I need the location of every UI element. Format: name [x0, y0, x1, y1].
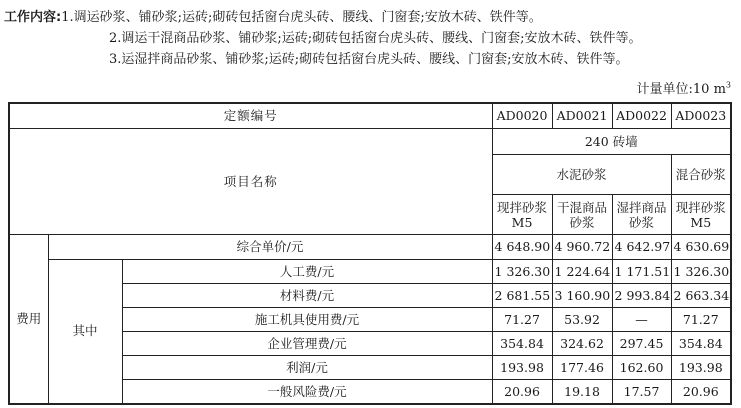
item-name-label: 项目名称	[9, 128, 492, 235]
column-header: 湿拌商品砂浆	[612, 195, 671, 235]
subgroup-cement: 水泥砂浆	[492, 154, 671, 194]
row-value: 3 160.90	[552, 283, 612, 307]
unit-label: 计量单位:10 m	[636, 82, 726, 97]
total-label: 综合单价/元	[48, 235, 492, 259]
total-row	[9, 235, 731, 259]
column-header: 现拌砂浆 M5	[671, 195, 731, 235]
code-cell: AD0022	[612, 103, 671, 128]
row-label: 人工费/元	[122, 259, 492, 283]
row-value: 1 171.51	[612, 259, 671, 283]
row-value: 324.62	[552, 331, 612, 355]
work-content-line-1	[4, 7, 739, 28]
quota-table	[8, 102, 732, 405]
code-cell: AD0020	[492, 103, 552, 128]
code-label: 定额编号	[9, 103, 492, 128]
table-row	[9, 259, 731, 283]
row-value: 354.84	[671, 331, 731, 355]
row-value: 177.46	[552, 356, 612, 380]
row-value: 1 326.30	[492, 259, 552, 283]
work-content-line-2: 2.调运干混商品砂浆、铺砂浆;运砖;砌砖包括窗台虎头砖、腰线、门窗套;安放木砖、铁件等。	[109, 31, 642, 46]
row-label: 材料费/元	[122, 283, 492, 307]
subgroup-mixed	[671, 154, 731, 194]
measurement-unit	[637, 78, 731, 97]
row-value: 1 224.64	[552, 259, 612, 283]
column-header: 干混商品砂浆	[552, 195, 612, 235]
code-row	[9, 103, 731, 128]
work-content-text-1: 1.调运砂浆、铺砂浆;运砖;砌砖包括窗台虎头砖、腰线、门窗套;安放木砖、铁件等。	[61, 10, 542, 25]
row-value: 354.84	[492, 331, 552, 355]
group-row	[9, 128, 731, 154]
work-content-heading: 工作内容:	[4, 10, 62, 25]
row-value: 17.57	[612, 380, 671, 404]
row-value: 2 663.34	[671, 283, 731, 307]
code-cell: AD0023	[671, 103, 731, 128]
row-value: 20.96	[671, 380, 731, 404]
row-label: 施工机具使用费/元	[122, 307, 492, 331]
row-value: 2 681.55	[492, 283, 552, 307]
row-label: 企业管理费/元	[122, 331, 492, 355]
total-value: 4 648.90	[492, 235, 552, 259]
row-value: 193.98	[671, 356, 731, 380]
group-header: 240 砖墙	[492, 128, 731, 154]
column-header: 现拌砂浆 M5	[492, 195, 552, 235]
row-label: 一般风险费/元	[122, 380, 492, 404]
row-value: 20.96	[492, 380, 552, 404]
row-label: 利润/元	[122, 356, 492, 380]
row-value: —	[612, 307, 671, 331]
row-value: 2 993.84	[612, 283, 671, 307]
total-value: 4 960.72	[552, 235, 612, 259]
among-label: 其中	[48, 259, 122, 404]
work-content-line-3: 3.运湿拌商品砂浆、铺砂浆;运砖;砌砖包括窗台虎头砖、腰线、门窗套;安放木砖、铁件等。	[109, 52, 629, 67]
cost-label: 费用	[9, 235, 48, 404]
row-value: 53.92	[552, 307, 612, 331]
row-value: 297.45	[612, 331, 671, 355]
subgroup-mixed-text: 混合砂浆	[675, 166, 726, 182]
row-value: 1 326.30	[671, 259, 731, 283]
work-content	[4, 7, 739, 70]
row-value: 193.98	[492, 356, 552, 380]
total-value: 4 630.69	[671, 235, 731, 259]
row-value: 71.27	[671, 307, 731, 331]
row-value: 162.60	[612, 356, 671, 380]
row-value: 19.18	[552, 380, 612, 404]
unit-superscript: 3	[725, 80, 731, 90]
total-value: 4 642.97	[612, 235, 671, 259]
code-cell: AD0021	[552, 103, 612, 128]
row-value: 71.27	[492, 307, 552, 331]
